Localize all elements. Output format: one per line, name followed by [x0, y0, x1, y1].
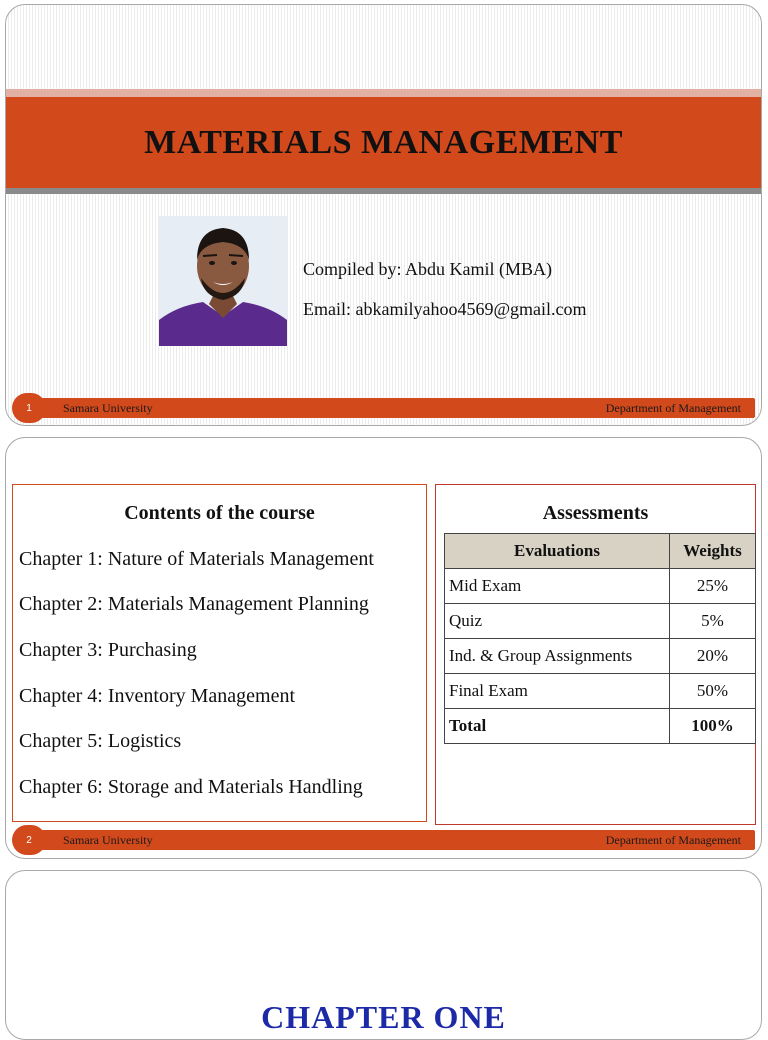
author-photo-illustration [159, 216, 287, 346]
slide-2 [5, 437, 762, 859]
slide-3 [5, 870, 762, 1040]
author-photo [159, 216, 287, 346]
footer-university: Samara University [63, 401, 153, 415]
weight-cell: 25% [670, 569, 756, 604]
table-row [445, 569, 756, 604]
assessments-heading: Assessments [542, 502, 649, 524]
course-contents-box [12, 484, 427, 822]
chapter-title: CHAPTER ONE [261, 999, 506, 1035]
evaluation-cell: Final Exam [445, 674, 670, 709]
weight-cell: 5% [670, 604, 756, 639]
table-row [445, 604, 756, 639]
evaluation-cell: Mid Exam [445, 569, 670, 604]
title-band-top-stripe [6, 89, 761, 97]
title-band-bottom-stripe [6, 188, 761, 194]
footer-department: Department of Management [605, 401, 741, 415]
slide-footer [18, 830, 755, 850]
total-label-cell: Total [445, 709, 670, 744]
slide-number-badge: 2 [12, 825, 46, 855]
chapter-item: Chapter 6: Storage and Materials Handling [19, 776, 363, 798]
chapter-item: Chapter 5: Logistics [19, 730, 182, 752]
slide-1 [5, 4, 762, 426]
contents-heading: Contents of the course [124, 502, 315, 524]
slide-footer [18, 398, 755, 418]
table-row [445, 639, 756, 674]
footer-department: Department of Management [605, 833, 741, 847]
footer-university: Samara University [63, 833, 153, 847]
compiled-by-text: Compiled by: Abdu Kamil (MBA) [303, 259, 552, 279]
table-total-row [445, 709, 756, 744]
slide-number-badge: 1 [12, 393, 46, 423]
column-header-weights: Weights [670, 534, 756, 569]
column-header-evaluations: Evaluations [445, 534, 670, 569]
email-text: Email: abkamilyahoo4569@gmail.com [303, 299, 587, 319]
title-band [6, 97, 761, 188]
evaluation-cell: Quiz [445, 604, 670, 639]
assessments-box [435, 484, 756, 825]
weight-cell: 50% [670, 674, 756, 709]
chapter-item: Chapter 4: Inventory Management [19, 685, 296, 707]
slide-title: MATERIALS MANAGEMENT [144, 123, 623, 161]
chapter-item: Chapter 3: Purchasing [19, 639, 197, 661]
assessments-table [444, 533, 756, 744]
evaluation-cell: Ind. & Group Assignments [445, 639, 670, 674]
table-row [445, 674, 756, 709]
table-header-row [445, 534, 756, 569]
chapter-item: Chapter 2: Materials Management Planning [19, 593, 369, 615]
total-weight-cell: 100% [670, 709, 756, 744]
weight-cell: 20% [670, 639, 756, 674]
chapter-item: Chapter 1: Nature of Materials Management [19, 548, 374, 570]
